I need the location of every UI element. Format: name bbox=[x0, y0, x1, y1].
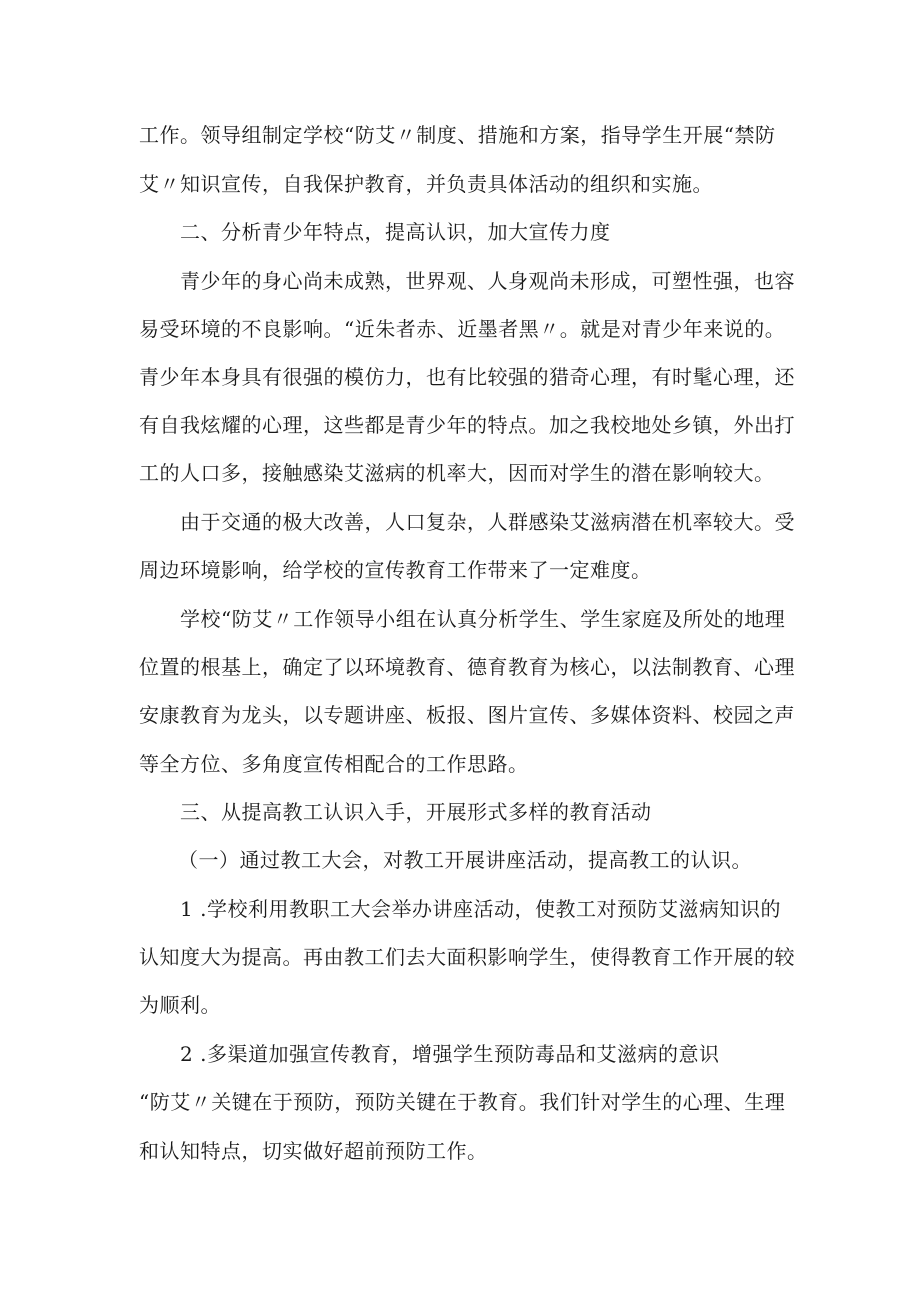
paragraph-line: 青少年本身具有很强的模仿力，也有比较强的猎奇心理，有时髦心理，还 bbox=[139, 365, 795, 389]
numbered-item: 1 .学校利用教职工大会举办讲座活动，使教工对预防艾滋病知识的 bbox=[180, 897, 781, 921]
paragraph-line: 艾〃知识宣传，自我保护教育，并负责具体活动的组织和实施。 bbox=[139, 172, 713, 196]
paragraph-line: 位置的根基上，确定了以环境教育、德育教育为核心，以法制教育、心理 bbox=[139, 655, 795, 679]
paragraph-line: 周边环境影响，给学校的宣传教育工作带来了一定难度。 bbox=[139, 558, 652, 582]
paragraph-line: 认知度大为提高。再由教工们去大面积影响学生，使得教育工作开展的较 bbox=[139, 945, 795, 969]
numbered-item: 2 .多渠道加强宣传教育，增强学生预防毒品和艾滋病的意识 bbox=[180, 1042, 720, 1066]
paragraph-line: 工作。领导组制定学校“防艾〃制度、措施和方案，指导学生开展“禁防 bbox=[139, 123, 776, 147]
paragraph-line: 有自我炫耀的心理，这些都是青少年的特点。加之我校地处乡镇，外出打 bbox=[139, 413, 795, 437]
paragraph-line: 为顺利。 bbox=[139, 993, 221, 1017]
paragraph-line: 青少年的身心尚未成熟，世界观、人身观尚未形成，可塑性强，也容 bbox=[180, 269, 795, 293]
paragraph-line: 由于交通的极大改善，人口复杂，人群感染艾滋病潜在机率较大。受 bbox=[180, 510, 795, 534]
subsection-heading: （一）通过教工大会，对教工开展讲座活动，提高教工的认识。 bbox=[178, 848, 752, 872]
paragraph-line: 工的人口多，接触感染艾滋病的机率大，因而对学生的潜在影响较大。 bbox=[139, 461, 775, 485]
section-heading: 三、从提高教工认识入手，开展形式多样的教育活动 bbox=[180, 800, 652, 824]
paragraph-line: “防艾〃关键在于预防，预防关键在于教育。我们针对学生的心理、生理 bbox=[139, 1090, 786, 1114]
paragraph-line: 易受环境的不良影响。“近朱者赤、近墨者黑〃。就是对青少年来说的。 bbox=[139, 317, 786, 341]
paragraph-line: 安康教育为龙头，以专题讲座、板报、图片宣传、多媒体资料、校园之声 bbox=[139, 703, 795, 727]
paragraph-line: 学校“防艾〃工作领导小组在认真分析学生、学生家庭及所处的地理 bbox=[180, 607, 786, 631]
paragraph-line: 等全方位、多角度宣传相配合的工作思路。 bbox=[139, 752, 529, 776]
paragraph-line: 和认知特点，切实做好超前预防工作。 bbox=[139, 1139, 488, 1163]
section-heading: 二、分析青少年特点，提高认识，加大宣传力度 bbox=[180, 220, 611, 244]
